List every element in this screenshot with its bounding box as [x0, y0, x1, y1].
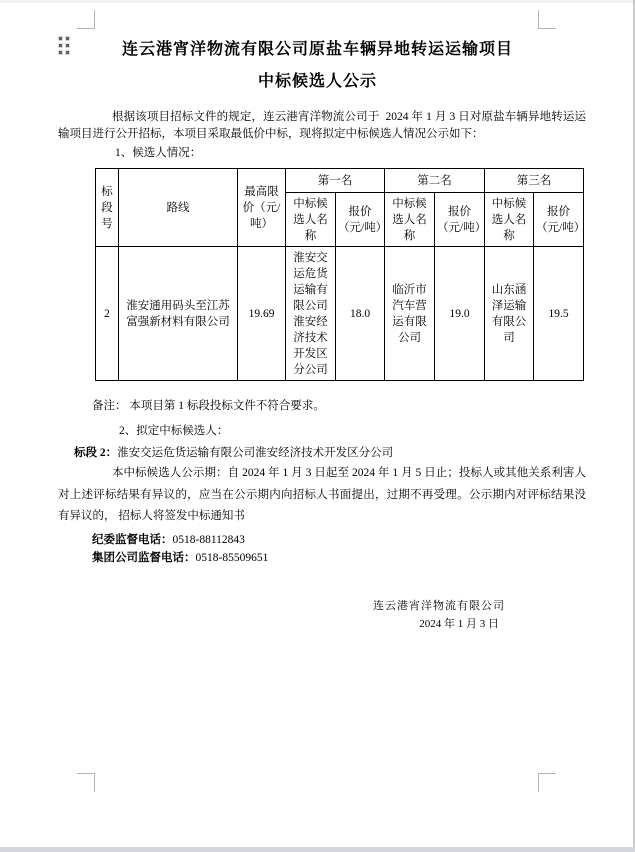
publicity-paragraph: 本中标候选人公示期：自 2024 年 1 月 3 日起至 2024 年 1 月 5 日止；投标人或其他关系利害人对上述评标结果有异议的，应当在公示期内向招标人书面提出，过期不再受理。公示期内对评标结果没有异议的， 招标人将签发中标通知书: [58, 467, 586, 522]
table-row: [96, 247, 584, 381]
header-section-no: 标段号: [96, 169, 119, 247]
section2-heading: 2、拟定中标候选人：: [119, 425, 229, 437]
group-phone-number: 0518-85509651: [195, 552, 269, 564]
header-rank1-price: 报价（元/吨）: [336, 193, 385, 247]
cell-rank2-candidate: 临沂市汽车营运有限公司: [385, 247, 435, 381]
signature-date: 2024 年 1 月 3 日: [419, 618, 499, 630]
cell-rank2-price: 19.0: [435, 247, 485, 381]
header-max-price: 最高限价（元/吨）: [238, 169, 286, 247]
document-title-line2: 中标候选人公示: [257, 73, 377, 90]
margin-crop-mark-top-right: [538, 10, 556, 29]
document-title-line1: 连云港宵洋物流有限公司原盐车辆异地转运运输项目: [121, 41, 513, 58]
header-rank2: 第二名: [385, 169, 485, 193]
cell-section-no: 2: [96, 247, 119, 381]
margin-crop-mark-top-left: [77, 10, 95, 29]
winner-line: [74, 444, 393, 460]
cell-rank3-candidate: 山东涵泽运输有限公司: [485, 247, 534, 381]
candidates-table: [95, 168, 584, 381]
header-rank1-candidate: 中标候选人名称: [286, 193, 336, 247]
cell-rank3-price: 19.5: [534, 247, 584, 381]
group-phone-line: [92, 549, 268, 565]
header-rank1: 第一名: [286, 169, 385, 193]
discipline-phone-label: 纪委监督电话：: [92, 534, 173, 546]
header-rank3: 第三名: [485, 169, 584, 193]
header-rank3-candidate: 中标候选人名称: [485, 193, 534, 247]
header-rank2-candidate: 中标候选人名称: [385, 193, 435, 247]
viewport-top-edge: [0, 0, 635, 3]
signature-company: 连云港宵洋物流有限公司: [373, 600, 505, 612]
margin-crop-mark-bottom-left: [77, 773, 95, 792]
discipline-phone-line: [92, 531, 245, 547]
margin-crop-mark-bottom-right: [538, 773, 556, 792]
header-rank3-price: 报价（元/吨）: [534, 193, 584, 247]
winner-label: 标段 2：: [74, 447, 118, 459]
group-phone-label: 集团公司监督电话：: [92, 552, 196, 564]
header-route: 路线: [119, 169, 238, 247]
cell-rank1-price: 18.0: [336, 247, 385, 381]
discipline-phone-number: 0518-88112843: [172, 534, 245, 546]
viewport-bottom-edge: [0, 847, 635, 852]
header-rank2-price: 报价（元/吨）: [435, 193, 485, 247]
cell-rank1-candidate: 淮安交运危货运输有限公司淮安经济技术开发区分公司: [286, 247, 336, 381]
cell-route: 淮安通用码头至江苏富强新材料有限公司: [119, 247, 238, 381]
cell-max-price: 19.69: [238, 247, 286, 381]
section1-heading: 1、候选人情况：: [115, 147, 202, 159]
remark-line: 备注： 本项目第 1 标段投标文件不符合要求。: [92, 400, 325, 412]
winner-name: 淮安交运危货运输有限公司淮安经济技术开发区分公司: [117, 447, 394, 459]
intro-paragraph: 根据该项目招标文件的规定，连云港宵洋物流公司于 2024 年 1 月 3 日对原盐车辆异地转运运输项目进行公开招标，本项目采取最低价中标，现将拟定中标候选人情况公示如下：: [58, 111, 586, 140]
